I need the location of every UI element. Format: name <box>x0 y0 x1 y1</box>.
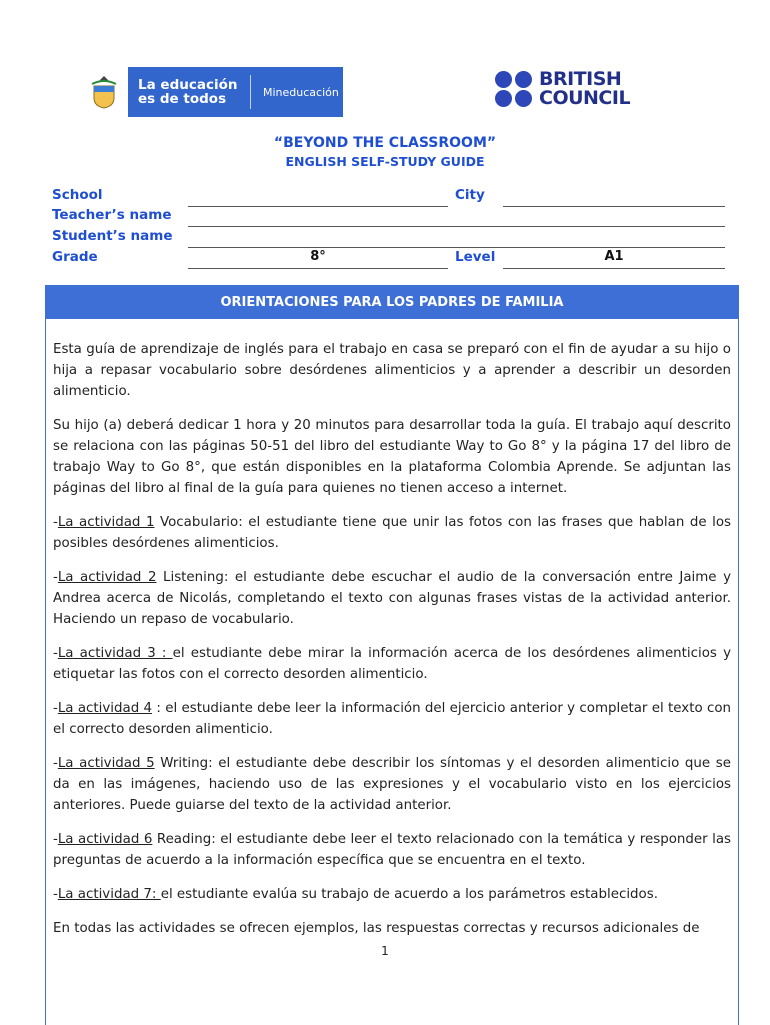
activity-2-label: La actividad 2 <box>57 570 157 585</box>
activity-3-text: el estudiante debe mirar la información acerca de los desórdenes alimenticios y etiquetar las fotos con el correcto desorden alimenticio. <box>53 646 731 682</box>
british-council-dots-icon <box>495 71 533 107</box>
time-paragraph: Su hijo (a) deberá dedicar 1 hora y 20 minutos para desarrollar toda la guía. El trabajo aquí descrito se relaciona con las páginas 50-51 del libro del estudiante Way to Go 8° y la página 17 del libro de trabajo Way to Go 8°, que están disponibles en la plataforma Colombia Aprende. Se adjuntan las páginas del libro al final de la guía para quienes no tienen acceso a internet. <box>53 418 731 496</box>
logo-divider <box>250 75 251 109</box>
teacher-name-field[interactable] <box>188 226 725 227</box>
colombia-coat-of-arms-icon <box>80 67 128 117</box>
activity-1-text: Vocabulario: el estudiante tiene que unir las fotos con las frases que hablan de los posibles desórdenes alimenticios. <box>53 515 731 551</box>
grade-value: 8° <box>310 249 326 264</box>
activity-4-text: : el estudiante debe leer la información del ejercicio anterior y completar el texto con el correcto desorden alimenticio. <box>53 701 731 737</box>
activity-3-label: La actividad 3 : <box>57 646 173 661</box>
activity-1-label: La actividad 1 <box>57 515 155 530</box>
parent-guidance-box <box>45 285 739 1025</box>
city-label: City <box>455 187 485 203</box>
mined-slogan-line1: La educación <box>138 77 238 93</box>
teacher-name-label: Teacher’s name <box>52 207 172 223</box>
activity-6: -La actividad 6 Reading: el estudiante debe leer el texto relacionado con la temática y responder las preguntas de acuerdo a la información específica que se encuentra en el texto. <box>53 832 732 868</box>
mined-slogan-line2: es de todos <box>138 91 227 107</box>
student-name-label: Student’s name <box>52 228 173 244</box>
student-name-field[interactable] <box>188 247 725 248</box>
british-council-logo <box>495 70 630 108</box>
activity-1: -La actividad 1 Vocabulario: el estudiante tiene que unir las fotos con las frases que hablan de los posibles desórdenes alimenticios. <box>53 515 731 551</box>
closing-paragraph: En todas las actividades se ofrecen ejemplos, las respuestas correctas y recursos adicionales de <box>53 921 700 936</box>
activity-2: -La actividad 2 Listening: el estudiante debe escuchar el audio de la conversación entre Jaime y Andrea acerca de Nicolás, completando el texto con algunas frases vistas de la actividad anterior. Haciendo un repaso de vocabulario. <box>53 570 731 627</box>
section-heading: ORIENTACIONES PARA LOS PADRES DE FAMILIA <box>46 286 738 319</box>
activity-6-label: La actividad 6 <box>57 832 153 847</box>
level-value: A1 <box>604 249 624 264</box>
level-label: Level <box>455 249 496 265</box>
bc-line2: COUNCIL <box>539 87 631 109</box>
school-field[interactable] <box>188 206 448 207</box>
activity-3: -La actividad 3 : el estudiante debe mirar la información acerca de los desórdenes alimenticios y etiquetar las fotos con el correcto desorden alimenticio. <box>53 646 731 682</box>
school-label: School <box>52 187 103 203</box>
level-field[interactable] <box>503 268 725 269</box>
mineducacion-logo <box>80 67 343 117</box>
mined-slogan <box>128 67 250 117</box>
activity-7-text: el estudiante evalúa su trabajo de acuerdo a los parámetros establecidos. <box>160 887 658 902</box>
activity-7: -La actividad 7: el estudiante evalúa su trabajo de acuerdo a los parámetros establecidos. <box>53 887 658 902</box>
section-content <box>46 319 738 939</box>
grade-field[interactable] <box>188 268 448 269</box>
mined-brand: Mineducación <box>263 86 339 99</box>
activity-5-text: Writing: el estudiante debe describir los síntomas y el desorden alimenticio que se da en las imágenes, haciendo uso de las expresiones y el vocabulario visto en los ejercicios anteriores. Puede guiarse del texto de la actividad anterior. <box>53 756 731 813</box>
activity-2-text: Listening: el estudiante debe escuchar el audio de la conversación entre Jaime y Andrea acerca de Nicolás, completando el texto con algunas frases vistas de la actividad anterior. Haciendo un repaso de vocabulario. <box>53 570 731 627</box>
activity-4-label: La actividad 4 <box>57 701 153 716</box>
city-field[interactable] <box>503 206 725 207</box>
intro-paragraph: Esta guía de aprendizaje de inglés para el trabajo en casa se preparó con el fin de ayudar a su hijo o hija a repasar vocabulario sobre desórdenes alimenticios y a aprender a describir un desorden alimenticio. <box>53 342 731 399</box>
activity-4: -La actividad 4 : el estudiante debe leer la información del ejercicio anterior y completar el texto con el correcto desorden alimenticio. <box>53 701 731 737</box>
activity-5-label: La actividad 5 <box>57 756 155 771</box>
bc-line1: BRITISH <box>539 68 622 90</box>
grade-label: Grade <box>52 249 98 265</box>
guide-title: “BEYOND THE CLASSROOM” <box>273 135 497 151</box>
activity-5: -La actividad 5 Writing: el estudiante debe describir los síntomas y el desorden alimenticio que se da en las imágenes, haciendo uso de las expresiones y el vocabulario visto en los ejercicios anteriores. Puede guiarse del texto de la actividad anterior. <box>53 756 731 813</box>
activity-6-text: Reading: el estudiante debe leer el texto relacionado con la temática y responder las preguntas de acuerdo a la información específica que se encuentra en el texto. <box>53 832 732 868</box>
guide-subtitle: ENGLISH SELF-STUDY GUIDE <box>285 154 485 169</box>
page-number: 1 <box>381 944 389 958</box>
activity-7-label: La actividad 7: <box>57 887 161 902</box>
